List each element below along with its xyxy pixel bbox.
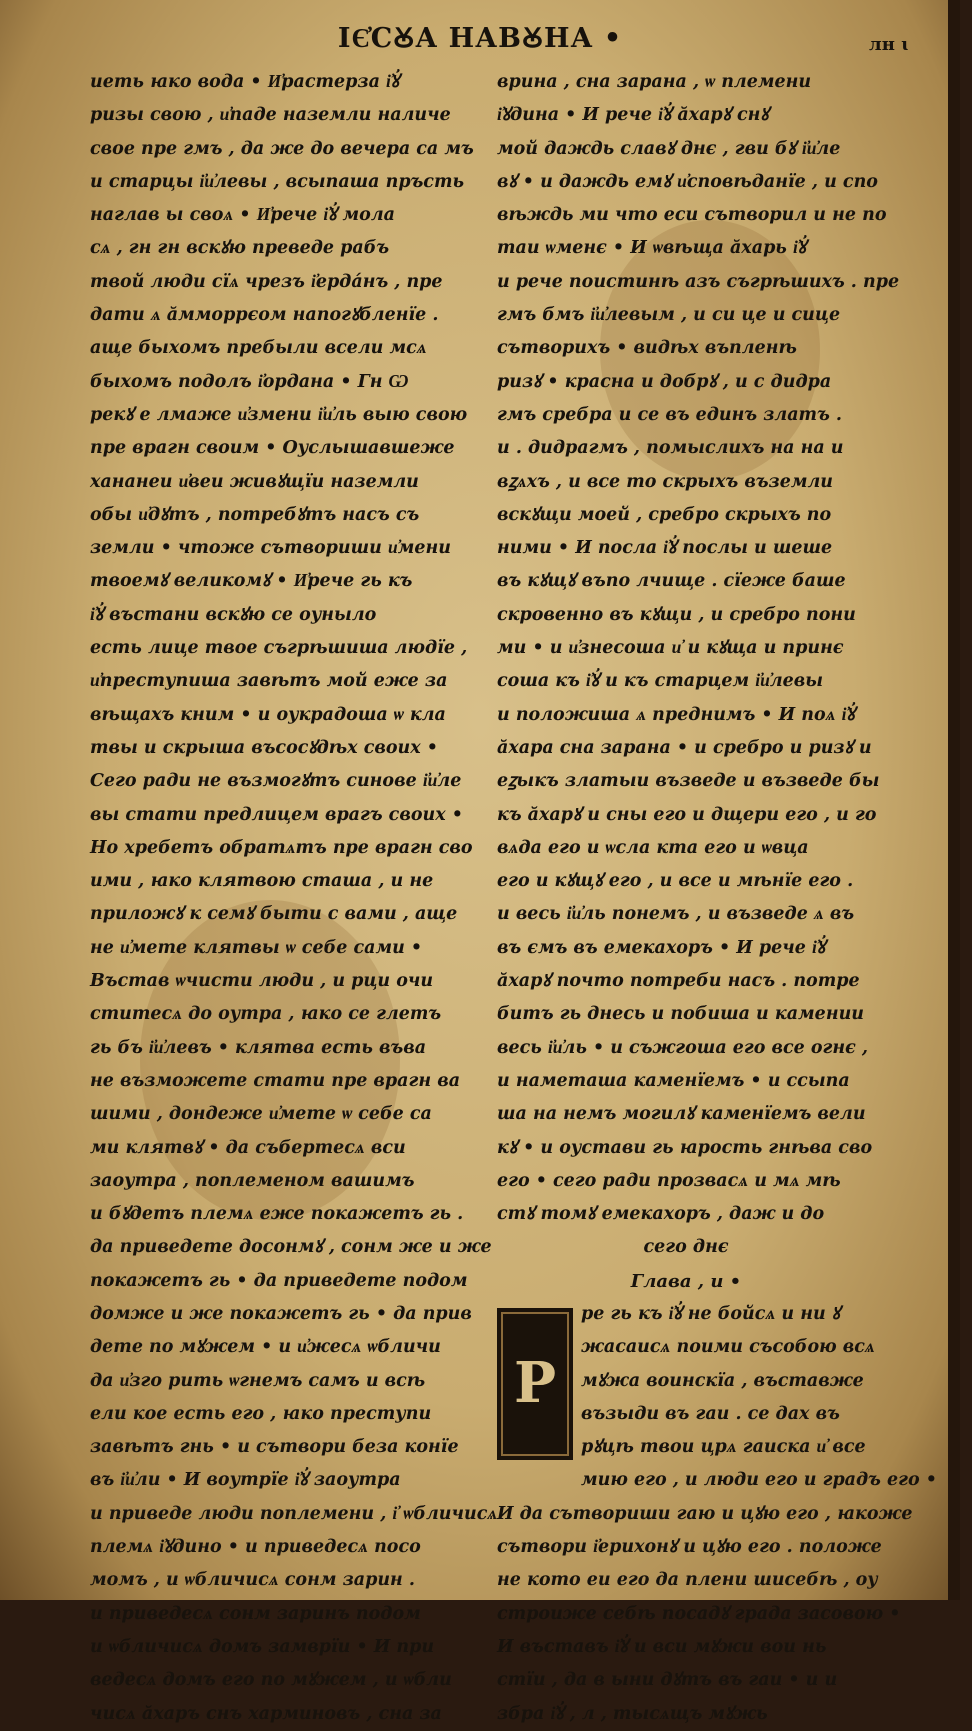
text-line: и наметаша каменїемъ • и ссыпа <box>497 1070 850 1091</box>
text-line: ӑхара сна зарана • и сребро и ризꙋ и <box>497 737 872 758</box>
text-line: твоемꙋ великомꙋ • И҆рече гь къ <box>90 571 413 592</box>
running-title: ІЄ҆СꙊА НАВꙊНА • <box>337 23 623 54</box>
text-line: и бꙋдетъ племѧ еже покажетъ гь . <box>90 1204 464 1225</box>
text-line: и положиша ѧ преднимъ • И поѧ і҆ꙋ҆ <box>497 704 855 725</box>
text-line: вы стати предлицем врагъ своих • <box>90 804 463 825</box>
text-line: не кото еи его да плени шисебѣ , оу <box>497 1570 878 1591</box>
text-line: вꙋ • и даждь емꙋ и҆сповѣданїе , и спо <box>497 171 878 192</box>
text-line: свое пре гмъ , да же до вечера са мъ <box>90 138 474 159</box>
closing-line: сего днє <box>643 1237 729 1258</box>
text-line: и҆преступиша завѣтъ мой еже за <box>90 671 448 692</box>
text-line: Но хребетъ обратѧтъ пре врагн сво <box>90 837 473 858</box>
text-line: и старцы і҆и҆левы , всыпаша пръсть <box>90 171 465 192</box>
text-line: дете по мꙋжем • и и҆жесѧ ѡбличи <box>90 1337 441 1358</box>
text-line: его и кꙋщꙋ его , и все и мѣнїе его . <box>497 871 854 892</box>
text-line: гь бъ і҆и҆левъ • клятва есть въва <box>90 1037 427 1058</box>
text-line: шими , дондеже и҆мете ѡ себе са <box>90 1104 432 1125</box>
text-line: и приведесѧ сонм заринъ подом <box>90 1603 421 1624</box>
text-line: таи ѡменє • И ѡвѣща ӑхарь і҆ꙋ҆ <box>497 238 807 259</box>
text-line: вꙁѧхъ , и все то скрыхъ въземли <box>497 471 834 492</box>
initial-letter: Р <box>501 1312 569 1456</box>
chapter-heading: Глава , и • <box>630 1270 742 1292</box>
text-line: ризꙋ • красна и добрꙋ , и с дидра <box>497 371 832 392</box>
text-line: ми • и и҆знесоша и҆ и кꙋща и принє <box>497 638 844 659</box>
text-line: дати ѧ ӑмморрєом напогꙋбленїе . <box>90 305 439 326</box>
text-line: і҆ꙋдина • И рече і҆ꙋ҆ ӑхарꙋ снꙋ <box>497 105 769 126</box>
text-line: да и҆зго рить ѡгнемъ самъ и всѣ <box>90 1370 426 1391</box>
text-line: твы и скрыша въсосꙋдѣх своих • <box>90 737 438 758</box>
text-line: и приведе люди поплемени , і҆ ѡбличисѧ <box>90 1503 498 1524</box>
text-line: стꙋ томꙋ емекахоръ , даж и до <box>497 1204 825 1225</box>
text-line: еꙁыкъ златыи възведе и възведе бы <box>497 771 880 792</box>
text-line: строиже себѣ посадꙋ града засовою • <box>497 1603 901 1624</box>
page-edge-shadow <box>948 0 960 1600</box>
text-line: сътвори і҆ерихонꙋ и цꙋю его . положе <box>497 1537 882 1558</box>
text-line: въ і҆и҆ли • И воутрїе і҆ꙋ҆ заоутра <box>90 1470 401 1491</box>
text-line: ӑхарꙋ почто потреби насъ . потре <box>497 971 860 992</box>
text-line: ризы свою , и҆паде наземли наличе <box>90 105 451 126</box>
text-line: збра і҆ꙋ҆ , л , тысѧщъ мꙋжь <box>497 1703 768 1724</box>
text-line: твой люди сїѧ чрезъ і҆ердáнъ , пре <box>90 271 443 292</box>
decorated-initial-icon <box>497 1308 573 1460</box>
text-line: гмъ сребра и се въ единъ златъ . <box>497 404 842 425</box>
text-line: вѧда его и ѡсла кта его и ѡвца <box>497 837 809 858</box>
text-line: рꙋцѣ твои црѧ гаиска и҆ все <box>581 1437 866 1458</box>
text-line: вѣждь ми что еси сътворил и не по <box>497 205 887 226</box>
text-line: скровенно въ кꙋщи , и сребро пони <box>497 604 856 625</box>
text-line: ми клятвꙋ • да събертесѧ вси <box>90 1137 406 1158</box>
right-text-column <box>497 66 937 1731</box>
text-line: вскꙋщи моей , сребро скрыхъ по <box>497 504 832 525</box>
text-line: мию его , и люди его и градъ его • <box>581 1470 937 1491</box>
text-line: и ѡбличисѧ домъ замврїи • И при <box>90 1636 435 1657</box>
chapter-opening <box>497 1298 937 1498</box>
text-line: гмъ бмъ і҆и҆левым , и си це и сице <box>497 305 841 326</box>
text-line: сътворихъ • видѣх въпленѣ <box>497 338 797 359</box>
text-line: соша къ і҆ꙋ҆ и къ старцем і҆и҆левы <box>497 671 824 692</box>
text-line: ститесѧ до оутра , ꙗко се глетъ <box>90 1004 442 1025</box>
text-line: врина , сна зарана , ѡ племени <box>497 72 812 92</box>
text-line: весь і҆и҆ль • и съжгоша его все огнє , <box>497 1037 868 1058</box>
text-line: и весь і҆и҆ль понемъ , и възведе ѧ въ <box>497 904 855 925</box>
text-line: домже и же покажетъ гь • да прив <box>90 1303 472 1324</box>
text-line: ели кое есть его , ꙗко преступи <box>90 1403 432 1424</box>
text-line: приложꙋ к семꙋ быти с вами , аще <box>90 904 458 925</box>
text-line: стїи , да в ыни дꙋтъ въ гаи • и и <box>497 1670 838 1691</box>
text-line: въ кꙋщꙋ въпо лчище . сїеже баше <box>497 571 846 592</box>
text-line: И въставъ і҆ꙋ҆ и вси мꙋжи вои нь <box>497 1636 827 1657</box>
text-line: въ ємъ въ емекахоръ • И рече і҆ꙋ҆ <box>497 937 826 958</box>
text-line: ими , ꙗко клятвою сташа , и не <box>90 871 434 892</box>
text-line: земли • чтоже сътвориши и҆мени <box>90 538 451 559</box>
text-line: не възможете стати пре врагн ва <box>90 1070 461 1091</box>
text-line: мꙋжа воинскїа , въставже <box>581 1370 864 1391</box>
text-line: племѧ і҆ꙋдино • и приведесѧ посо <box>90 1537 421 1558</box>
text-line: заоутра , поплеменом вашимъ <box>90 1170 415 1191</box>
text-line: мой даждь славꙋ днє , гви бꙋ і҆и҆ле <box>497 138 841 159</box>
text-line: завѣтъ гнь • и сътвори беза конїе <box>90 1437 459 1458</box>
text-line: момъ , и ѡбличисѧ сонм зарин . <box>90 1570 415 1591</box>
text-line: къ ӑхарꙋ и сны его и дщери его , и го <box>497 804 877 825</box>
text-line: да приведете досонмꙋ , сонм же и же <box>90 1237 492 1258</box>
text-line: его • сего ради прозвасѧ и мѧ мѣ <box>497 1170 841 1191</box>
right-column-bottom-lines <box>497 1498 913 1731</box>
text-line: Въстав ѡчисти люди , и рци очи <box>90 971 434 992</box>
text-line: хананеи и҆веи живꙋщїи наземли <box>90 471 419 492</box>
text-line: и рече поистинѣ азъ съгрѣшихъ . пре <box>497 271 900 292</box>
folio-number: лн ꙇ <box>869 34 908 55</box>
text-line: жасаисѧ поими съсобою всѧ <box>581 1337 875 1358</box>
text-line: иеть ꙗко вода • И҆растерза і҆ꙋ҆ <box>90 72 400 92</box>
text-line: аще быхомъ пребыли всели мсѧ <box>90 338 427 359</box>
text-line: Сего ради не възмогꙋтъ синове і҆и҆ле <box>90 771 462 792</box>
text-line: И да сътвориши гаю и цꙋю его , ꙗкоже <box>497 1503 913 1524</box>
initial-adjacent-lines <box>581 1298 937 1498</box>
text-line: ними • И посла і҆ꙋ҆ послы и шеше <box>497 538 833 559</box>
left-text-column <box>90 66 498 1731</box>
text-line: възыди въ гаи . се дах въ <box>581 1403 840 1424</box>
text-line: наглав ы своѧ • И҆рече і҆ꙋ҆ мола <box>90 205 395 226</box>
text-line: ре гь къ і҆ꙋ҆ не бойсѧ и ни ꙋ <box>581 1303 841 1324</box>
text-line: есть лице твое съгрѣшиша людїе , <box>90 638 468 659</box>
text-line: вѣщахъ кним • и оукрадоша ѡ кла <box>90 704 446 725</box>
text-line: пре врагн своим • Оуслышавшеже <box>90 438 455 459</box>
text-line: не и҆мете клятвы ѡ себе сами • <box>90 937 423 958</box>
text-line: битъ гь днесь и побиша и камении <box>497 1004 865 1025</box>
text-line: ведесѧ домъ его по мꙋжем , и ѡбли <box>90 1670 452 1691</box>
text-line: покажетъ гь • да приведете подом <box>90 1270 468 1291</box>
text-line: быхомъ подолъ і҆ордана • Гн Ѡ <box>90 371 409 392</box>
text-line: сѧ , гн гн вскꙋю преведе рабъ <box>90 238 390 259</box>
text-line: обы и҆дꙋтъ , потребꙋтъ насъ съ <box>90 504 420 525</box>
text-line: і҆ꙋ҆ въстани вскꙋю се оуныло <box>90 604 377 625</box>
right-column-top-lines <box>497 66 900 1231</box>
text-line: и . дидрагмъ , помыслихъ на на и <box>497 438 844 459</box>
text-line: рекꙋ е лмаже и҆змени і҆и҆ль выю свою <box>90 404 468 425</box>
text-line: кꙋ • и оустави гь ꙗрость гнѣва сво <box>497 1137 873 1158</box>
text-line: ша на немъ могилꙋ каменїемъ вели <box>497 1104 866 1125</box>
text-line: чисѧ ӑхаръ снъ харминовъ , сна за <box>90 1703 442 1724</box>
